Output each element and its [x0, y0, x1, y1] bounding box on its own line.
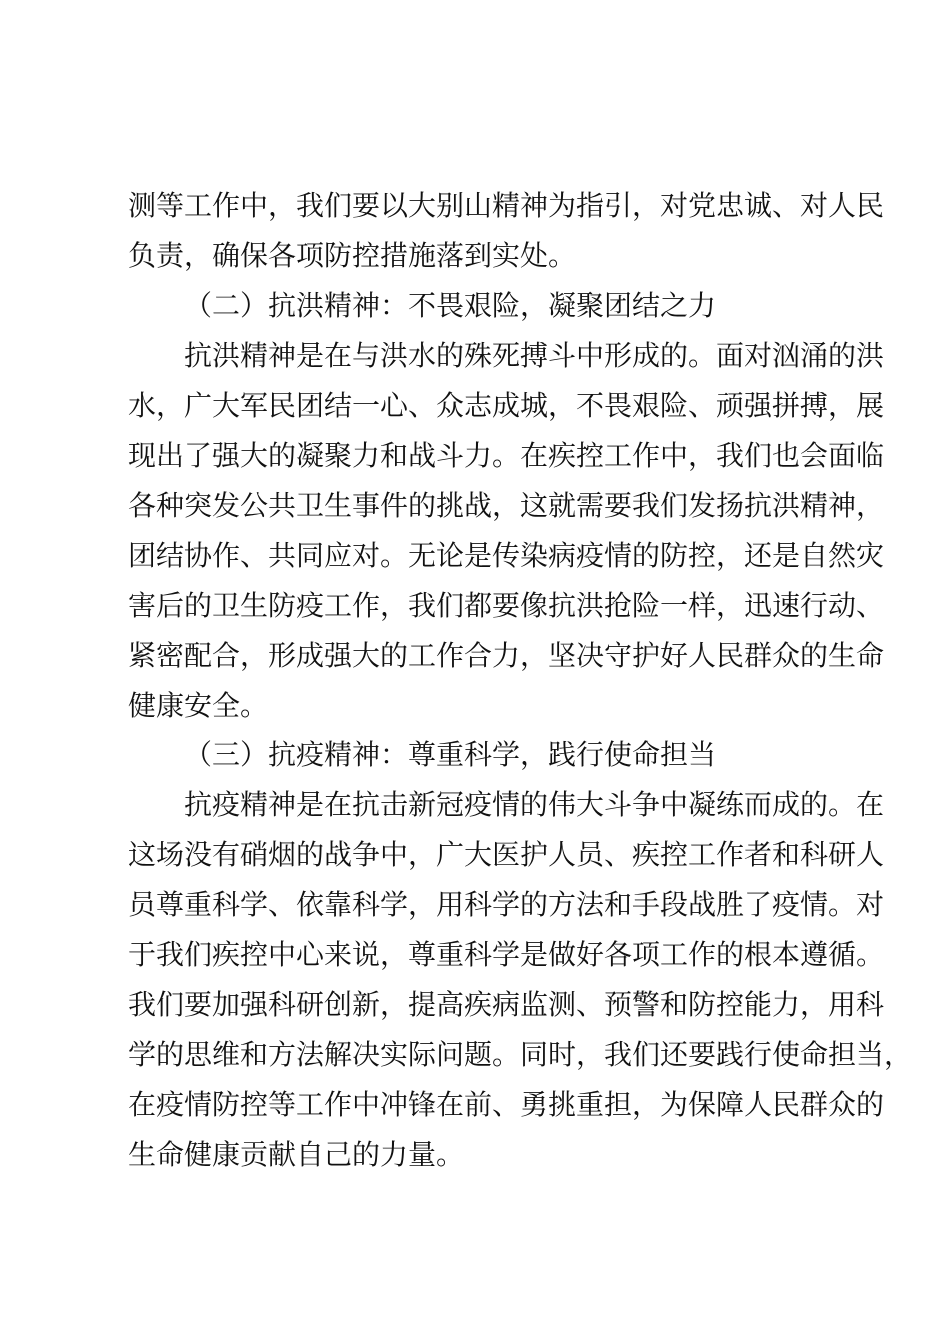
body-text-line: 现出了强大的凝聚力和战斗力。在疾控工作中，我们也会面临	[128, 439, 885, 472]
body-text-line: 害后的卫生防疫工作，我们都要像抗洪抢险一样，迅速行动、	[128, 589, 885, 622]
section-heading: （二）抗洪精神：不畏艰险，凝聚团结之力	[184, 289, 717, 322]
body-text-line: 学的思维和方法解决实际问题。同时，我们还要践行使命担当，	[128, 1038, 913, 1071]
paragraph-first-line: 抗洪精神是在与洪水的殊死搏斗中形成的。面对汹涌的洪	[184, 339, 885, 372]
body-text-line: 我们要加强科研创新，提高疾病监测、预警和防控能力，用科	[128, 988, 885, 1021]
body-text-line: 在疫情防控等工作中冲锋在前、勇挑重担，为保障人民群众的	[128, 1088, 885, 1121]
body-text-line: 这场没有硝烟的战争中，广大医护人员、疾控工作者和科研人	[128, 838, 885, 871]
section-heading: （三）抗疫精神：尊重科学，践行使命担当	[184, 738, 717, 771]
body-text-line: 生命健康贡献自己的力量。	[128, 1138, 465, 1171]
body-text-line: 水，广大军民团结一心、众志成城，不畏艰险、顽强拼搏，展	[128, 389, 885, 422]
body-text-line: 健康安全。	[128, 689, 269, 722]
body-text-line: 负责，确保各项防控措施落到实处。	[128, 239, 577, 272]
body-text-line: 紧密配合，形成强大的工作合力，坚决守护好人民群众的生命	[128, 639, 885, 672]
body-text-line: 于我们疾控中心来说，尊重科学是做好各项工作的根本遵循。	[128, 938, 885, 971]
body-text-line: 团结协作、共同应对。无论是传染病疫情的防控，还是自然灾	[128, 539, 885, 572]
paragraph-first-line: 抗疫精神是在抗击新冠疫情的伟大斗争中凝练而成的。在	[184, 788, 885, 821]
body-text-line: 测等工作中，我们要以大别山精神为指引，对党忠诚、对人民	[128, 189, 885, 222]
body-text-line: 员尊重科学、依靠科学，用科学的方法和手段战胜了疫情。对	[128, 888, 885, 921]
body-text-line: 各种突发公共卫生事件的挑战，这就需要我们发扬抗洪精神，	[128, 489, 885, 522]
